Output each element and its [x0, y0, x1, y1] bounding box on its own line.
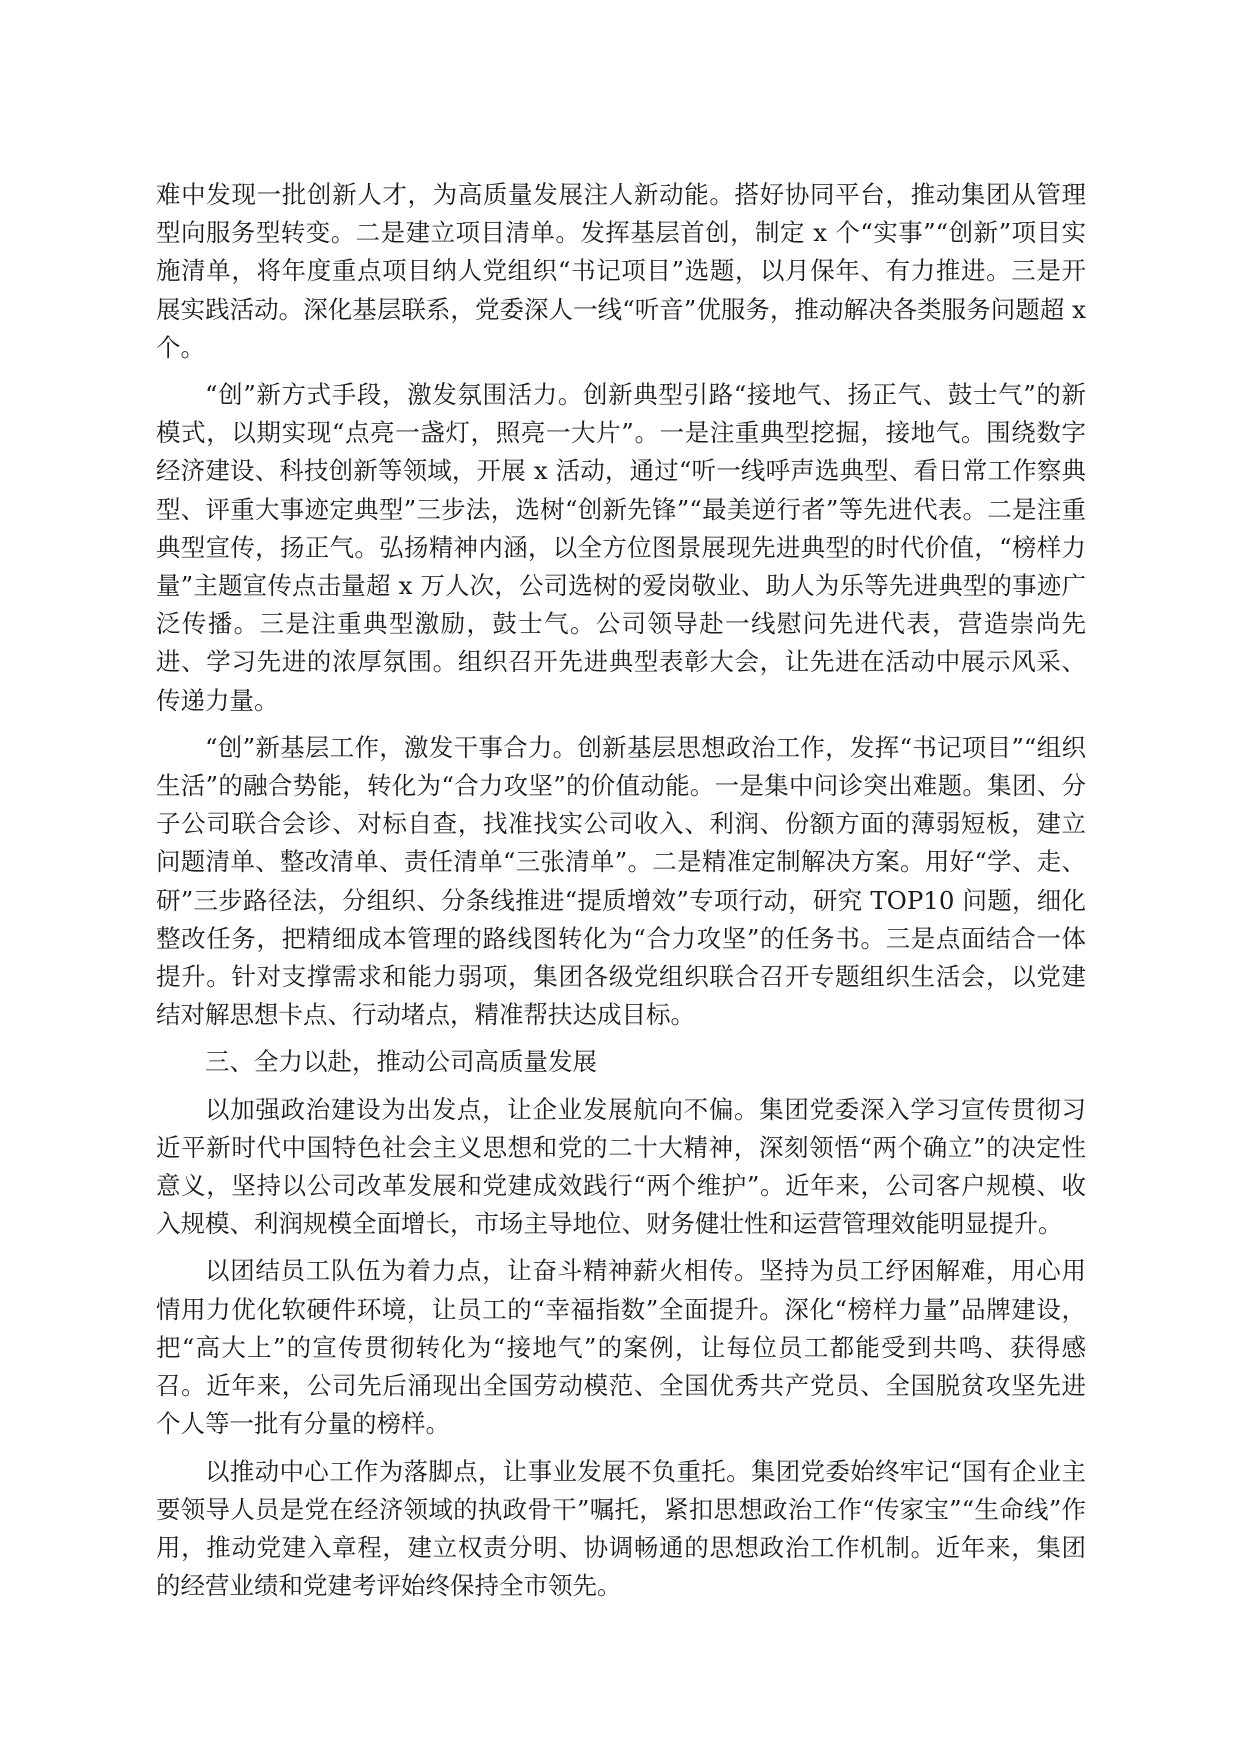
paragraph-employee-unity: 以团结员工队伍为着力点，让奋斗精神薪火相传。坚持为员工纾困解难，用心用情用力优化软硬件环境，让员工的“幸福指数”全面提升。深化“榜样力量”品牌建设，把“高大上”的宣传贯彻转化为“接地气”的案例，让每位员工都能受到共鸣、获得感召。近年来，公司先后涌现出全国劳动模范、全国优秀共产党员、全国脱贫攻坚先进个人等一批有分量的榜样。 — [156, 1256, 1086, 1439]
section-heading: 三、全力以赴，推动公司高质量发展 — [205, 1047, 597, 1077]
paragraph-innovation-methods: “创”新方式手段，激发氛围活力。创新典型引路“接地气、扬正气、鼓士气”的新模式，以期实现“点亮一盏灯，照亮一大片”。一是注重典型挖掘，接地气。围绕数字经济建设、科技创新等领域，开展 x 活动，通过“听一线呼声选典型、看日常工作察典型、评重大事迹定典型”三步法，选树“创新先锋”“最美逆行者”等先进代表。二是注重典型宣传，扬正气。弘扬精神内涵，以全方位图景展现先进典型的时代价值，“榜样力量”主题宣传点击量超 x 万人次，公司选树的爱岗敬业、助人为乐等先进典型的事迹广泛传播。三是注重典型激励，鼓士气。公司领导赴一线慰问先进代表，营造崇尚先进、学习先进的浓厚氛围。组织召开先进典型表彰大会，让先进在活动中展示风采、传递力量。 — [156, 380, 1086, 715]
paragraph-political-building: 以加强政治建设为出发点，让企业发展航向不偏。集团党委深入学习宣传贯彻习近平新时代中国特色社会主义思想和党的二十大精神，深刻领悟“两个确立”的决定性意义，坚持以公司改革发展和党建成效践行“两个维护”。近年来，公司客户规模、收入规模、利润规模全面增长，市场主导地位、财务健壮性和运营管理效能明显提升。 — [156, 1094, 1086, 1239]
paragraph-continuation: 难中发现一批创新人才，为高质量发展注人新动能。搭好协同平台，推动集团从管理型向服务型转变。二是建立项目清单。发挥基层首创，制定 x 个“实事”“创新”项目实施清单，将年度重点项目纳人党组织“书记项目”选题，以月保年、有力推进。三是开展实践活动。深化基层联系，党委深人一线“听音”优服务，推动解决各类服务问题超 x 个。 — [156, 180, 1086, 362]
paragraph-central-work: 以推动中心工作为落脚点，让事业发展不负重托。集团党委始终牢记“国有企业主要领导人员是党在经济领域的执政骨干”嘱托，紧扣思想政治工作“传家宝”“生命线”作用，推动党建入章程，建立权责分明、协调畅通的思想政治工作机制。近年来，集团的经营业绩和党建考评始终保持全市领先。 — [156, 1456, 1086, 1601]
document-body — [156, 176, 1086, 1614]
paragraph-grassroots-work: “创”新基层工作，激发干事合力。创新基层思想政治工作，发挥“书记项目”“组织生活”的融合势能，转化为“合力攻坚”的价值动能。一是集中问诊突出难题。集团、分子公司联合会诊、对标自查，找准找实公司收入、利润、份额方面的薄弱短板，建立问题清单、整改清单、责任清单“三张清单”。二是精准定制解决方案。用好“学、走、研”三步路径法，分组织、分条线推进“提质增效”专项行动，研究 TOP10 问题，细化整改任务，把精细成本管理的路线图转化为“合力攻坚”的任务书。三是点面结合一体提升。针对支撑需求和能力弱项，集团各级党组织联合召开专题组织生活会，以党建结对解思想卡点、行动堵点，精准帮扶达成目标。 — [156, 732, 1086, 1030]
